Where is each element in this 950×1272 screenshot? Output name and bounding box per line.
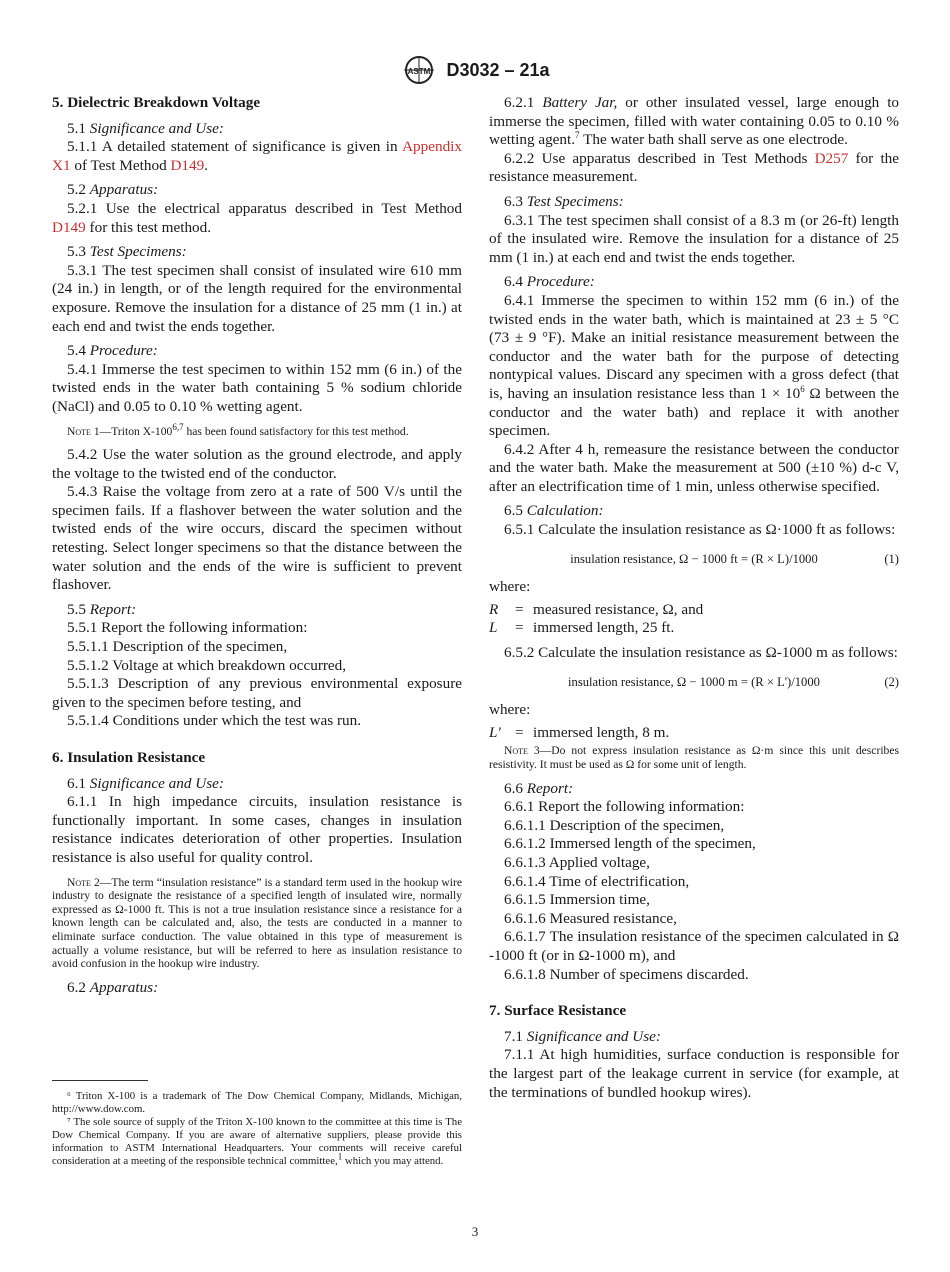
where-label-1: where: <box>489 578 531 596</box>
para-6-6: 6.6 Report: <box>504 779 574 797</box>
page-header <box>0 54 950 86</box>
equation-1-expression: insulation resistance, Ω − 1000 ft = (R × L)/1000 <box>570 551 818 566</box>
link-d149[interactable]: D149 <box>170 156 205 174</box>
link-d257[interactable]: D257 <box>814 149 849 167</box>
page-number: 3 <box>471 1224 479 1239</box>
para-6-3: 6.3 Test Specimens: <box>504 192 624 210</box>
para-6-2-2: 6.2.2 Use apparatus described in Test Methods D257 for the resistance measurement. <box>489 149 899 186</box>
para-5-4: 5.4 Procedure: <box>67 342 158 360</box>
footnote-6: ⁶ Triton X-100 is a trademark of The Dow Chemical Company, Midlands, Michigan, http://www.dow.com. <box>52 1090 462 1116</box>
para-5-4-2: 5.4.2 Use the water solution as the ground electrode, and apply the voltage to the twisted end of the conductor. <box>52 446 462 482</box>
para-5-2: 5.2 Apparatus: <box>67 181 159 199</box>
para-6-6-1-2: 6.6.1.2 Immersed length of the specimen, <box>504 835 756 853</box>
para-5-5-1-1: 5.5.1.1 Description of the specimen, <box>67 638 288 656</box>
para-6-5-1: 6.5.1 Calculate the insulation resistance as Ω·1000 ft as follows: <box>504 521 896 539</box>
para-6-4-1: 6.4.1 Immerse the specimen to within 152 mm (6 in.) of the twisted ends in the water bath, which is maintained at 23 ± 5 °C (73 ± 9 °F). Make an initial resistance measurement between the conductor and the water bath for the purpose of detecting nontypical values. Discard any specimen with a gross defect (that is, having an insulation resistance less than $1 \times 10^6$ Ω between the conductor and the water bath) and replace it with another specimen. <box>489 291 899 440</box>
para-5-5-1-4: 5.5.1.4 Conditions under which the test was run. <box>67 712 362 730</box>
para-5-4-1: 5.4.1 Immerse the test specimen to within 152 mm (6 in.) of the twisted ends in the water bath containing 5 % sodium chloride (NaCl) and 0.05 to 0.10 % wetting agent. <box>52 360 462 415</box>
section-5-heading: 5. Dielectric Breakdown Voltage <box>52 94 261 111</box>
para-6-4-2: 6.4.2 After 4 h, remeasure the resistance between the conductor and the water bath. Make the measurement at 500 (±10 %) d-c V, after an electrification time of 1 min, unless otherwise specified. <box>489 440 899 495</box>
note-3: Note 3—Do not express insulation resistance as Ω·m since this unit describes resistivity. It must be used as Ω for some unit of length. <box>489 744 899 771</box>
footnote-divider <box>52 1080 148 1081</box>
equation-2-number: (2) <box>884 674 899 689</box>
definition-l: L = immersed length, 25 ft. <box>489 619 675 637</box>
where-label-2: where: <box>489 701 531 719</box>
para-5-4-3: 5.4.3 Raise the voltage from zero at a rate of 500 V/s until the specimen fails. If a flashover between the water solution and the twisted ends of the wire occurs, discard the specimen without retesting. Select longer specimens so that the distance between the water solution and the ends of the wire is sufficient to prevent flashover. <box>52 483 462 594</box>
para-7-1: 7.1 Significance and Use: <box>504 1027 661 1045</box>
para-6-1: 6.1 Significance and Use: <box>67 774 224 792</box>
para-6-3-1: 6.3.1 The test specimen shall consist of a 8.3 m (or 26-ft) length of the insulated wire. Remove the insulation for a distance of 25 mm (1 in.) at each end and twist the ends together. <box>489 211 899 266</box>
para-6-6-1-4: 6.6.1.4 Time of electrification, <box>504 872 690 890</box>
left-column <box>52 94 462 997</box>
footnote-7: ⁷ The sole source of supply of the Triton X-100 known to the committee at this time is The Dow Chemical Company. If you are aware of alternative suppliers, please provide this information to ASTM International Headquarters. Your comments will receive careful consideration at a meeting of the responsible technical committee,$^1$ which you may attend. <box>52 1116 462 1168</box>
para-6-6-1-6: 6.6.1.6 Measured resistance, <box>504 909 677 927</box>
para-6-2: 6.2 Apparatus: <box>67 978 159 996</box>
para-6-6-1-1: 6.6.1.1 Description of the specimen, <box>504 816 725 834</box>
footnotes <box>52 1090 462 1169</box>
para-7-1-1: 7.1.1 At high humidities, surface conduction is responsible for the largest part of the leakage current in service (for example, at the terminations of bundled hookup wires). <box>489 1046 899 1101</box>
para-6-1-1: 6.1.1 In high impedance circuits, insulation resistance is functionally important. In some cases, changes in insulation resistance indicates deterioration of other properties. Insulation resistance is also useful for quality control. <box>52 793 462 866</box>
para-5-1: 5.1 Significance and Use: <box>67 119 224 137</box>
svg-text:ASTM: ASTM <box>408 67 431 76</box>
right-column <box>489 94 899 1102</box>
para-6-6-1-8: 6.6.1.8 Number of specimens discarded. <box>504 965 749 983</box>
para-5-3-1: 5.3.1 The test specimen shall consist of insulated wire 610 mm (24 in.) in length, or of the length required for the environmental exposure. Remove the insulation for a distance of 25 mm (1 in.) at each end and twist the ends together. <box>52 261 462 335</box>
link-appendix-x1[interactable]: Appendix X1 <box>52 138 462 174</box>
para-6-2-1: 6.2.1 Battery Jar, or other insulated vessel, large enough to immerse the specimen, filled with water containing 0.05 to 0.10 % wetting agent.$^7$ The water bath shall serve as one electrode. <box>489 94 900 149</box>
para-6-4: 6.4 Procedure: <box>504 273 595 291</box>
para-5-3: 5.3 Test Specimens: <box>67 243 187 261</box>
para-5-2-1: 5.2.1 Use the electrical apparatus described in Test Method D149 for this test method. <box>52 199 462 236</box>
equation-1-number: (1) <box>884 551 899 566</box>
para-5-5-1-2: 5.5.1.2 Voltage at which breakdown occurred, <box>67 656 347 674</box>
equation-2 <box>489 673 899 692</box>
section-6-heading: 6. Insulation Resistance <box>52 749 206 766</box>
link-d149-apparatus[interactable]: D149 <box>52 218 86 236</box>
para-6-5: 6.5 Calculation: <box>504 502 604 520</box>
note-1: Note 1—Triton X-100$^{6,7}$ has been found satisfactory for this test method. <box>67 421 409 438</box>
definition-r: R = measured resistance, Ω, and <box>489 600 704 618</box>
equation-1 <box>489 550 899 569</box>
definition-l-prime: L' = immersed length, 8 m. <box>489 723 670 741</box>
para-6-6-1-5: 6.6.1.5 Immersion time, <box>504 891 650 909</box>
equation-2-expression: insulation resistance, Ω − 1000 m = (R × L')/1000 <box>568 674 820 689</box>
document-id: D3032 – 21a <box>446 59 550 80</box>
para-6-6-1: 6.6.1 Report the following information: <box>504 798 745 816</box>
para-5-1-1: 5.1.1 A detailed statement of significance is given in Appendix X1 of Test Method D149. <box>52 138 462 174</box>
para-6-6-1-3: 6.6.1.3 Applied voltage, <box>504 853 650 871</box>
astm-logo-icon <box>400 54 438 86</box>
section-7-heading: 7. Surface Resistance <box>489 1002 627 1020</box>
para-5-5-1-3: 5.5.1.3 Description of any previous environmental exposure given to the specimen before testing, and <box>52 675 462 711</box>
para-5-5-1: 5.5.1 Report the following information: <box>67 619 308 637</box>
para-5-5: 5.5 Report: <box>67 600 137 618</box>
note-2: Note 2—The term “insulation resistance” is a standard term used in the hookup wire industry to designate the resistance of a specified length of insulated wire, normally expressed as Ω-1000 ft. This is not a true insulation resistance since a resistance for a known length can be calculated and, also, the tests are conducted in a manner to eliminate surface conduction. The value obtained in this type of measurement is actually a volume resistance, but will be referred to here as insulation resistance to avoid confusion in the hookup wire industry. <box>52 875 462 971</box>
para-6-6-1-7: 6.6.1.7 The insulation resistance of the specimen calculated in Ω -1000 ft (or in Ω-1000 m), and <box>489 928 899 964</box>
para-6-5-2: 6.5.2 Calculate the insulation resistance as Ω-1000 m as follows: <box>504 644 898 662</box>
